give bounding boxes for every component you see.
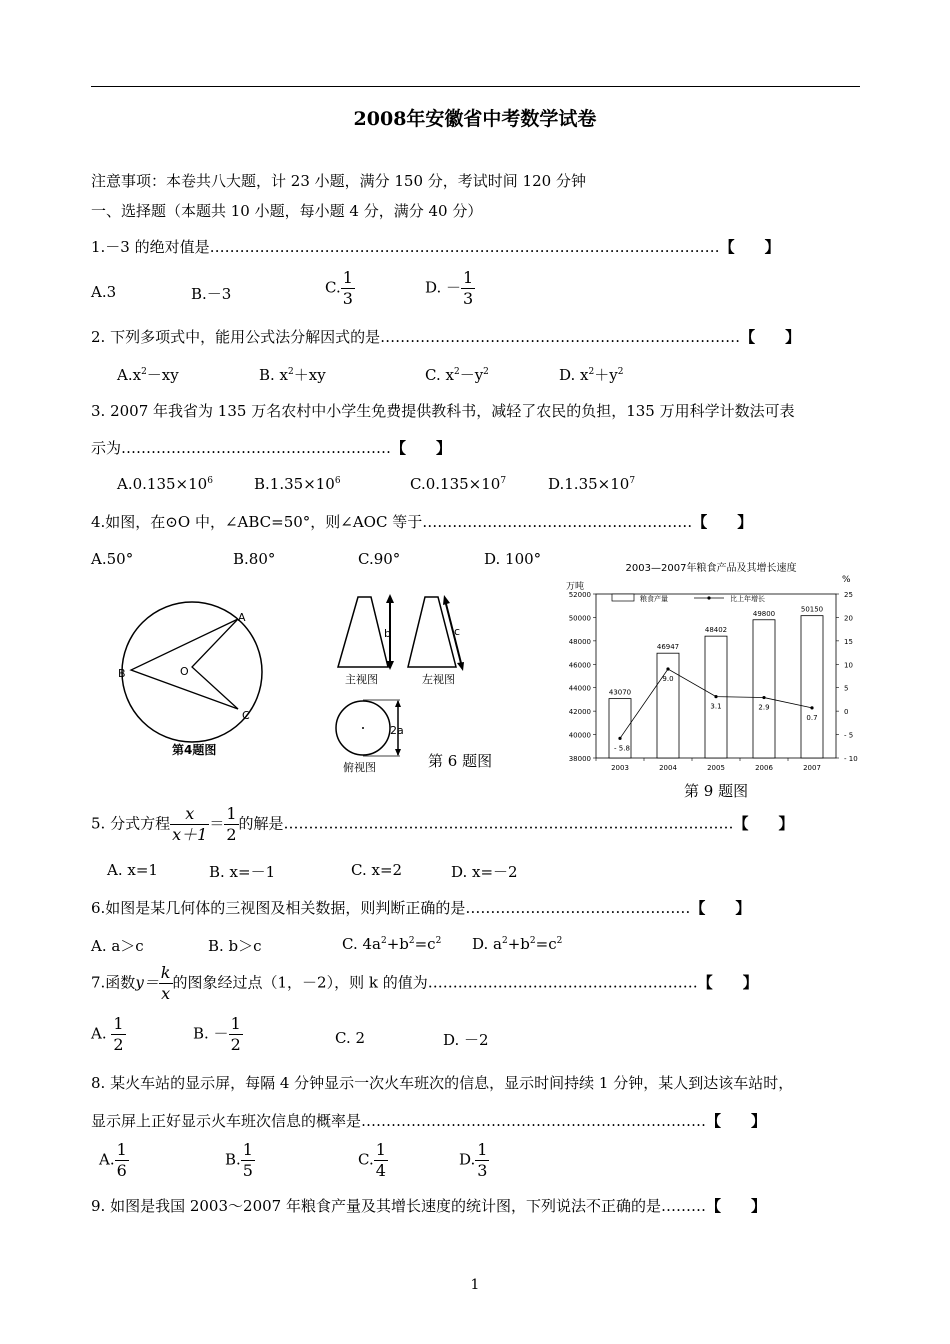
q6-option-c: C. $4a^2+b^2=c^2$ bbox=[342, 935, 442, 953]
growth-point bbox=[618, 737, 621, 740]
growth-value-label: 0.7 bbox=[806, 713, 818, 722]
q8-option-d: D. $\frac{1}{3}$ bbox=[459, 1140, 488, 1180]
y2-tick-label: 0 bbox=[844, 708, 849, 717]
bar-value-label: 49800 bbox=[752, 609, 776, 618]
q3-option-c: $C.0.135\times 10^7$ bbox=[410, 475, 507, 493]
question-8-stem-line2: 显示屏上正好显示火车班次信息的概率是……………………………………………………………【 】 bbox=[91, 1112, 767, 1130]
y-tick-label: 46000 bbox=[568, 661, 591, 670]
x-tick-label: 2005 bbox=[707, 764, 725, 772]
y2-tick-label: - 10 bbox=[844, 755, 858, 763]
y2-tick-label: 10 bbox=[844, 661, 853, 670]
y2-tick-label: 15 bbox=[844, 637, 853, 646]
label-c: C bbox=[242, 709, 250, 722]
figure-9-chart bbox=[546, 556, 882, 776]
figure-4-caption: 第4题图 bbox=[172, 743, 217, 757]
notice: 注意事项：本卷共八大题，计 23 小题，满分 150 分，考试时间 120 分钟 bbox=[91, 172, 586, 190]
label-a: A bbox=[238, 611, 246, 624]
figure-4-circle bbox=[110, 595, 280, 760]
legend-bar-label: 粮食产量 bbox=[640, 595, 668, 603]
q5-option-b: B. x=－1 bbox=[209, 863, 276, 881]
q7-option-d: D. －2 bbox=[443, 1031, 489, 1049]
q1-option-c: C. $\frac{1}{3}$ bbox=[325, 268, 353, 308]
label-b: b bbox=[384, 627, 391, 640]
q4-option-b: B.80° bbox=[233, 550, 276, 568]
answer-bracket: 【 】 bbox=[719, 238, 780, 256]
growth-point bbox=[666, 667, 669, 670]
top-view-label: 俯视图 bbox=[343, 761, 376, 773]
y-tick-label: 40000 bbox=[568, 731, 591, 740]
bar-value-label: 50150 bbox=[800, 605, 824, 614]
figure-9-caption: 第 9 题图 bbox=[684, 782, 749, 800]
chart-title: 2003—2007年粮食产品及其增长速度 bbox=[625, 563, 797, 574]
question-4-stem: 4.如图，在⊙O 中，∠ABC=50°，则∠AOC 等于………………………………………………【 】 bbox=[91, 513, 753, 531]
question-1-stem: 1.－3 的绝对值是…………………………………………………………………………………………【 】 bbox=[91, 238, 780, 256]
label-o: O bbox=[180, 665, 189, 678]
bar-value-label: 43070 bbox=[608, 688, 632, 697]
q1-option-a: A.3 bbox=[91, 283, 117, 301]
growth-value-label: - 5.8 bbox=[614, 744, 630, 753]
q8-option-a: A. $\frac{1}{6}$ bbox=[99, 1140, 127, 1180]
y-tick-label: 44000 bbox=[568, 684, 591, 693]
y-tick-label: 50000 bbox=[568, 614, 591, 623]
q4-option-d: D. 100° bbox=[484, 550, 542, 568]
section-heading: 一、选择题（本题共 10 小题，每小题 4 分，满分 40 分） bbox=[91, 202, 483, 220]
left-view-label: 左视图 bbox=[422, 673, 455, 686]
q5-option-d: D. x=－2 bbox=[451, 863, 518, 881]
growth-point bbox=[762, 696, 765, 699]
legend-bar-swatch bbox=[612, 594, 634, 601]
legend-line-label: 比上年增长 bbox=[730, 595, 765, 603]
front-view-label: 主视图 bbox=[345, 673, 378, 686]
q2-option-a: $A.x^2-xy$ bbox=[117, 366, 179, 384]
q3-option-b: $B.1.35\times 10^6$ bbox=[254, 475, 341, 493]
page-title: 2008年安徽省中考数学试卷 bbox=[353, 108, 597, 130]
y-axis-label: 万吨 bbox=[566, 582, 585, 592]
y-tick-label: 52000 bbox=[568, 591, 591, 599]
bar-value-label: 46947 bbox=[656, 643, 680, 652]
question-8-stem-line1: 8. 某火车站的显示屏，每隔 4 分钟显示一次火车班次的信息，显示时间持续 1 分钟，某人到达该车站时， bbox=[91, 1074, 794, 1092]
y2-tick-label: 25 bbox=[844, 591, 853, 599]
question-3-stem-line1: 3. 2007 年我省为 135 万名农村中小学生免费提供教科书，减轻了农民的负担，135 万用科学计数法可表 bbox=[91, 402, 795, 420]
bar-value-label: 48402 bbox=[704, 626, 728, 635]
y2-tick-label: 5 bbox=[844, 684, 849, 693]
y-tick-label: 48000 bbox=[568, 637, 591, 646]
y2-axis-label: % bbox=[842, 575, 851, 585]
y2-tick-label: 20 bbox=[844, 614, 853, 623]
question-5-stem: 5. 分式方程 $\frac{x}{x+1}$ ＝ $\frac{1}{2}$ 的解是………………………………………………………………………………【 】 bbox=[91, 804, 794, 844]
bar bbox=[801, 616, 823, 758]
q7-option-a: A. $\frac{1}{2}$ bbox=[91, 1014, 124, 1054]
x-tick-label: 2007 bbox=[803, 764, 821, 772]
label-b: B bbox=[118, 667, 126, 680]
x-tick-label: 2004 bbox=[659, 764, 677, 772]
q2-option-d: D. $x^2+y^2$ bbox=[559, 366, 624, 384]
q7-option-b: B. － $\frac{1}{2}$ bbox=[193, 1014, 241, 1054]
q3-option-a: $A.0.135\times 10^6$ bbox=[117, 475, 213, 493]
x-tick-label: 2006 bbox=[755, 764, 773, 772]
q1-option-b: B.－3 bbox=[191, 285, 232, 303]
header-rule bbox=[91, 86, 860, 87]
label-2a: 2a bbox=[390, 724, 404, 737]
q6-option-b: B. b＞c bbox=[208, 937, 262, 955]
question-7-stem: 7.函数y＝ $\frac{k}{x}$ 的图象经过点（1，－2），则 k 的值为………………………………………………【 】 bbox=[91, 963, 758, 1003]
q2-option-b: B. $x^2+xy$ bbox=[259, 366, 326, 384]
q3-option-d: $D.1.35\times 10^7$ bbox=[548, 475, 636, 493]
growth-value-label: 2.9 bbox=[758, 703, 770, 712]
question-3-stem-line2: 示为………………………………………………【 】 bbox=[91, 439, 452, 457]
growth-point bbox=[810, 706, 813, 709]
label-c: c bbox=[454, 625, 461, 638]
q6-option-a: A. a＞c bbox=[91, 937, 144, 955]
q4-option-a: A.50° bbox=[91, 550, 134, 568]
legend-line-marker bbox=[707, 596, 710, 599]
q2-option-c: C. $x^2-y^2$ bbox=[425, 366, 489, 384]
bar bbox=[753, 620, 775, 758]
figure-6-caption: 第 6 题图 bbox=[428, 752, 493, 770]
q7-option-c: C. 2 bbox=[335, 1029, 366, 1047]
y-tick-label: 38000 bbox=[568, 755, 591, 763]
q1-option-d: D. － $\frac{1}{3}$ bbox=[425, 268, 474, 308]
q8-option-b: B. $\frac{1}{5}$ bbox=[225, 1140, 253, 1180]
q5-option-a: A. x=1 bbox=[107, 861, 158, 879]
page-number: 1 bbox=[470, 1277, 480, 1293]
question-9-stem: 9. 如图是我国 2003～2007 年粮食产量及其增长速度的统计图，下列说法不正确的是………【 】 bbox=[91, 1197, 766, 1215]
question-6-stem: 6.如图是某几何体的三视图及相关数据，则判断正确的是………………………………………【 】 bbox=[91, 899, 751, 917]
q6-option-d: D. $a^2+b^2=c^2$ bbox=[472, 935, 563, 953]
y2-tick-label: - 5 bbox=[844, 731, 854, 740]
figure-6-three-views bbox=[330, 588, 510, 773]
question-2-stem: 2. 下列多项式中，能用公式法分解因式的是………………………………………………………………【 】 bbox=[91, 328, 801, 346]
growth-point bbox=[714, 695, 717, 698]
q4-option-c: C.90° bbox=[358, 550, 401, 568]
x-tick-label: 2003 bbox=[611, 764, 629, 772]
q5-option-c: C. x=2 bbox=[351, 861, 403, 879]
growth-value-label: 3.1 bbox=[710, 702, 722, 711]
y-tick-label: 42000 bbox=[568, 708, 591, 717]
growth-value-label: 9.0 bbox=[662, 674, 674, 683]
q8-option-c: C. $\frac{1}{4}$ bbox=[358, 1140, 386, 1180]
